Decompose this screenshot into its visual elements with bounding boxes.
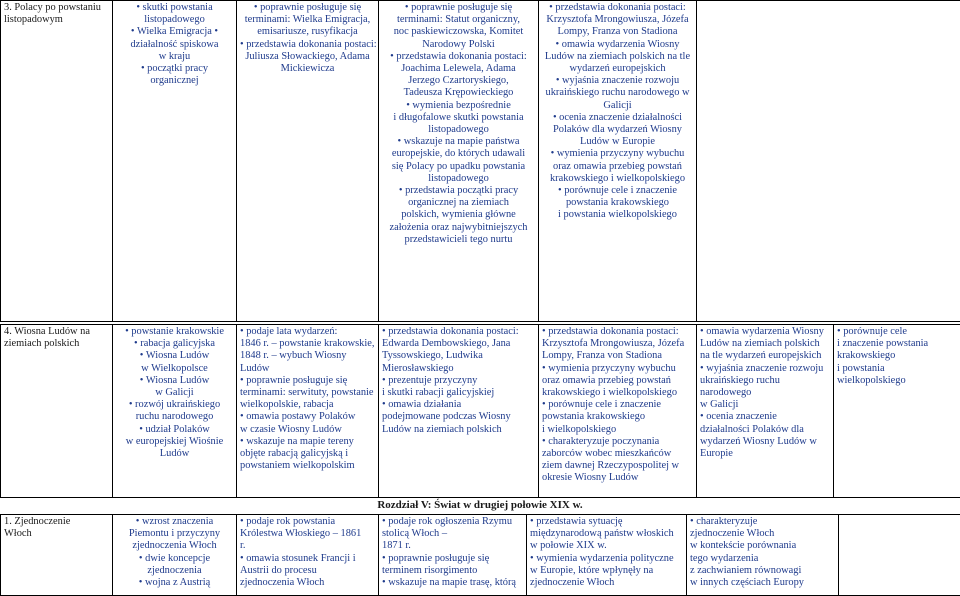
cell-line: listopadowym xyxy=(4,14,109,26)
cell-line: 3. Polacy po powstaniu xyxy=(4,2,109,14)
cell-line: Królestwa Włoskiego – 1861 xyxy=(240,528,375,540)
cell-line: 1848 r. – wybuch Wiosny xyxy=(240,350,375,362)
cell-line: • wojna z Austrią xyxy=(116,577,233,589)
cell-line: • porównuje cele i znaczenie xyxy=(542,185,693,197)
cell-line: r. xyxy=(240,540,375,552)
requirements-cell-2 xyxy=(379,325,539,498)
cell-line: zjednoczenia xyxy=(116,565,233,577)
cell-line: wydarzeń Wiosny Ludów w xyxy=(700,436,830,448)
cell-line: Ludów na ziemiach polskich xyxy=(700,338,830,350)
cell-line: oraz omawia przebieg powstań xyxy=(542,375,693,387)
cell-line: • ocenia znaczenie działalności xyxy=(542,112,693,124)
cell-line: • poprawnie posługuje się xyxy=(382,553,523,565)
cell-line: krakowskiego xyxy=(837,350,957,362)
cell-line: • dwie koncepcje xyxy=(116,553,233,565)
cell-line: • omawia postawy Polaków xyxy=(240,411,375,423)
table-row-1-zjednoczenie-wloch xyxy=(0,514,960,596)
cell-line: • wskazuje na mapie tereny xyxy=(240,436,375,448)
cell-line: • wskazuje na mapie państwa xyxy=(382,136,535,148)
cell-line: Lompy, Franza von Stadiona xyxy=(542,350,693,362)
cell-line: • rabacja galicyjska xyxy=(116,338,233,350)
cell-line: • wskazuje na mapie trasę, którą xyxy=(382,577,523,589)
cell-line: Mierosławskiego xyxy=(382,363,535,375)
cell-line: zjednoczenie Włoch xyxy=(690,528,835,540)
cell-line: działalności Polaków dla xyxy=(700,424,830,436)
cell-line: Ludów w Europie xyxy=(542,136,693,148)
table-row xyxy=(1,325,960,498)
cell-line: w kontekście porównania xyxy=(690,540,835,552)
cell-line: Włoch xyxy=(4,528,109,540)
cell-line: w Wielkopolsce xyxy=(116,363,233,375)
cell-line: 4. Wiosna Ludów na xyxy=(4,326,109,338)
cell-line: listopadowego xyxy=(382,173,535,185)
cell-line: • omawia działania xyxy=(382,399,535,411)
cell-line: z zachwianiem równowagi xyxy=(690,565,835,577)
requirements-intermediate-cell xyxy=(379,1,539,322)
cell-line: terminami: Wielka Emigracja, xyxy=(240,14,375,26)
cell-line: w kraju xyxy=(116,51,233,63)
cell-line: • wyjaśnia znaczenie rozwoju xyxy=(700,363,830,375)
cell-line: Jerzego Czartoryskiego, xyxy=(382,75,535,87)
cell-line: • Wiosna Ludów xyxy=(116,350,233,362)
cell-line: Europie xyxy=(700,448,830,460)
cell-line: listopadowego xyxy=(116,14,233,26)
cell-line: • początki pracy xyxy=(116,63,233,75)
cell-line: terminami: Statut organiczny, xyxy=(382,14,535,26)
topic-cell xyxy=(1,515,113,596)
cell-line: i skutki rabacji galicyjskiej xyxy=(382,387,535,399)
cell-line: Krzysztofa Mrongowiusza, Józefa xyxy=(542,14,693,26)
table-row-4-wiosna-ludow xyxy=(0,324,960,498)
requirements-extended-cell xyxy=(539,1,697,322)
cell-line: Juliusza Słowackiego, Adama xyxy=(240,51,375,63)
cell-line: • wzrost znaczenia xyxy=(116,516,233,528)
cell-line: • prezentuje przyczyny xyxy=(382,375,535,387)
cell-line: • przedstawia początki pracy xyxy=(382,185,535,197)
cell-line: • poprawnie posługuje się xyxy=(382,2,535,14)
cell-line: Joachima Lelewela, Adama xyxy=(382,63,535,75)
cell-line: • porównuje cele i znaczenie xyxy=(542,399,693,411)
cell-line: zjednoczenie Włoch xyxy=(530,577,683,589)
cell-line: ziemiach polskich xyxy=(4,338,109,350)
cell-line: • przedstawia sytuację xyxy=(530,516,683,528)
cell-line: i wielkopolskiego xyxy=(542,424,693,436)
cell-line: • skutki powstania xyxy=(116,2,233,14)
cell-line: powstania krakowskiego xyxy=(542,411,693,423)
cell-line: • charakteryzuje xyxy=(690,516,835,528)
content-cell xyxy=(113,515,237,596)
cell-line: wielkopolskie, rabacja xyxy=(240,399,375,411)
cell-line: • rozwój ukraińskiego xyxy=(116,399,233,411)
cell-line: Narodowy Polski xyxy=(382,39,535,51)
requirements-basic-cell xyxy=(237,1,379,322)
cell-line: • wymienia bezpośrednie xyxy=(382,100,535,112)
cell-line: ukraińskiego ruchu narodowego w xyxy=(542,87,693,99)
cell-line: krakowskiego i wielkopolskiego xyxy=(542,387,693,399)
cell-line: organicznej na ziemiach xyxy=(382,197,535,209)
cell-line: Mickiewicza xyxy=(240,63,375,75)
requirements-cell-4 xyxy=(687,515,839,596)
cell-line: zaborców wobec mieszkańców xyxy=(542,448,693,460)
table-row xyxy=(1,515,960,596)
requirements-cell-3 xyxy=(539,325,697,498)
requirements-cell-5 xyxy=(834,325,960,498)
cell-line: Krzysztofa Mrongowiusza, Józefa xyxy=(542,338,693,350)
cell-line: • wyjaśnia znaczenie rozwoju xyxy=(542,75,693,87)
cell-line: założenia oraz najwybitniejszych xyxy=(382,222,535,234)
section-title: Rozdział V: Świat w drugiej połowie XIX w. xyxy=(0,497,960,513)
cell-line: • przedstawia dokonania postaci: xyxy=(542,326,693,338)
cell-line: • podaje rok powstania xyxy=(240,516,375,528)
cell-line: • poprawnie posługuje się xyxy=(240,2,375,14)
cell-line: zjednoczenia Włoch xyxy=(240,577,375,589)
cell-line: przedstawicieli tego nurtu xyxy=(382,234,535,246)
cell-line: powstania krakowskiego xyxy=(542,197,693,209)
cell-line: polskich, wymienia główne xyxy=(382,209,535,221)
cell-line: się Polacy po upadku powstania xyxy=(382,161,535,173)
cell-line: stolicą Włoch – xyxy=(382,528,523,540)
cell-line: • przedstawia dokonania postaci: xyxy=(382,51,535,63)
table-row xyxy=(1,1,960,322)
cell-line: • omawia wydarzenia Wiosny xyxy=(700,326,830,338)
cell-line: Tadeusza Krępowieckiego xyxy=(382,87,535,99)
requirements-cell-3 xyxy=(527,515,687,596)
cell-line: ziem dawnej Rzeczypospolitej w xyxy=(542,460,693,472)
cell-line: w Galicji xyxy=(116,387,233,399)
cell-line: • wymienia wydarzenia polityczne xyxy=(530,553,683,565)
cell-line: 1846 r. – powstanie krakowskie, xyxy=(240,338,375,350)
cell-line: w europejskiej Wiośnie xyxy=(116,436,233,448)
cell-line: • charakteryzuje poczynania xyxy=(542,436,693,448)
cell-line: ruchu narodowego xyxy=(116,411,233,423)
cell-line: objęte rabacją galicyjską i xyxy=(240,448,375,460)
cell-line: na tle wydarzeń europejskich xyxy=(700,350,830,362)
cell-line: • przedstawia dokonania postaci: xyxy=(542,2,693,14)
requirements-cell-4 xyxy=(697,325,834,498)
cell-line: Ludów xyxy=(240,363,375,375)
cell-line: Austrii do procesu xyxy=(240,565,375,577)
cell-line: emisariusze, rusyfikacja xyxy=(240,26,375,38)
cell-line: organicznej xyxy=(116,75,233,87)
cell-line: • porównuje cele xyxy=(837,326,957,338)
cell-line: ukraińskiego ruchu xyxy=(700,375,830,387)
requirements-cell-1 xyxy=(237,515,379,596)
cell-line: terminami: serwituty, powstanie xyxy=(240,387,375,399)
cell-line: Edwarda Dembowskiego, Jana xyxy=(382,338,535,350)
cell-line: • ocenia znaczenie xyxy=(700,411,830,423)
cell-line: Ludów na ziemiach polskich na tle xyxy=(542,51,693,63)
cell-line: • omawia stosunek Francji i xyxy=(240,553,375,565)
cell-line: • przedstawia dokonania postaci: xyxy=(382,326,535,338)
cell-line: Piemontu i przyczyny xyxy=(116,528,233,540)
cell-line: okresie Wiosny Ludów xyxy=(542,472,693,484)
cell-line: • przedstawia dokonania postaci: xyxy=(240,39,375,51)
cell-line: 1. Zjednoczenie xyxy=(4,516,109,528)
cell-line: Ludów xyxy=(116,448,233,460)
cell-line: terminem risorgimento xyxy=(382,565,523,577)
cell-line: Lompy, Franza von Stadiona xyxy=(542,26,693,38)
empty-cell xyxy=(839,515,960,596)
cell-line: listopadowego xyxy=(382,124,535,136)
cell-line: powstaniem wielkopolskim xyxy=(240,460,375,472)
cell-line: Polaków dla wydarzeń Wiosny xyxy=(542,124,693,136)
cell-line: wydarzeń europejskich xyxy=(542,63,693,75)
cell-line: i powstania wielkopolskiego xyxy=(542,209,693,221)
cell-line: narodowego xyxy=(700,387,830,399)
cell-line: podejmowane podczas Wiosny xyxy=(382,411,535,423)
cell-line: • wymienia przyczyny wybuchu xyxy=(542,148,693,160)
cell-line: • powstanie krakowskie xyxy=(116,326,233,338)
requirements-cell-2 xyxy=(379,515,527,596)
content-cell xyxy=(113,325,237,498)
cell-line: 1871 r. xyxy=(382,540,523,552)
cell-line: europejskie, do których udawali xyxy=(382,148,535,160)
cell-line: w Europie, które wpłynęły na xyxy=(530,565,683,577)
empty-cell xyxy=(697,1,960,322)
cell-line: międzynarodową państw włoskich xyxy=(530,528,683,540)
cell-line: • Wielka Emigracja • xyxy=(116,26,233,38)
cell-line: zjednoczenia Włoch xyxy=(116,540,233,552)
cell-line: w innych częściach Europy xyxy=(690,577,835,589)
content-cell xyxy=(113,1,237,322)
cell-line: Ludów na ziemiach polskich xyxy=(382,424,535,436)
cell-line: • podaje lata wydarzeń: xyxy=(240,326,375,338)
cell-line: • poprawnie posługuje się xyxy=(240,375,375,387)
cell-line: • Wiosna Ludów xyxy=(116,375,233,387)
cell-line: Galicji xyxy=(542,100,693,112)
cell-line: w Galicji xyxy=(700,399,830,411)
topic-cell xyxy=(1,325,113,498)
cell-line: Tyssowskiego, Ludwika xyxy=(382,350,535,362)
cell-line: i powstania xyxy=(837,363,957,375)
cell-line: noc paskiewiczowska, Komitet xyxy=(382,26,535,38)
cell-line: • wymienia przyczyny wybuchu xyxy=(542,363,693,375)
cell-line: wielkopolskiego xyxy=(837,375,957,387)
cell-line: w czasie Wiosny Ludów xyxy=(240,424,375,436)
cell-line: • udział Polaków xyxy=(116,424,233,436)
cell-line: oraz omawia przebieg powstań xyxy=(542,161,693,173)
cell-line: w połowie XIX w. xyxy=(530,540,683,552)
cell-line: krakowskiego i wielkopolskiego xyxy=(542,173,693,185)
cell-line: i znaczenie powstania xyxy=(837,338,957,350)
requirements-cell-1 xyxy=(237,325,379,498)
topic-cell xyxy=(1,1,113,322)
cell-line: i długofalowe skutki powstania xyxy=(382,112,535,124)
cell-line: działalność spiskowa xyxy=(116,39,233,51)
cell-line: • omawia wydarzenia Wiosny xyxy=(542,39,693,51)
cell-line: tego wydarzenia xyxy=(690,553,835,565)
cell-line: • podaje rok ogłoszenia Rzymu xyxy=(382,516,523,528)
